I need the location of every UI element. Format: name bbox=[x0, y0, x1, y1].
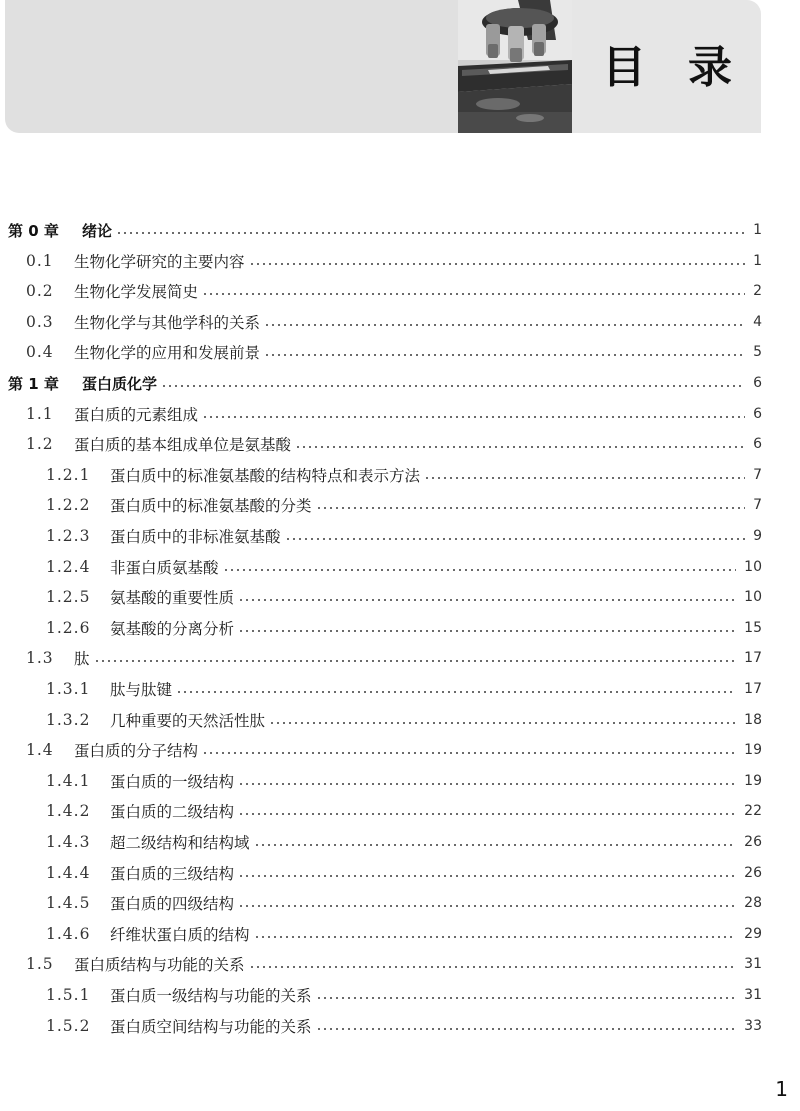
toc-entry-number: 0.1 bbox=[26, 252, 54, 270]
toc-entry-title: 非蛋白质氨基酸 bbox=[110, 559, 219, 577]
page-number: 1 bbox=[775, 1077, 788, 1101]
toc-dot-leader bbox=[424, 477, 745, 479]
toc-entry-title: 纤维状蛋白质的结构 bbox=[110, 926, 250, 944]
toc-entry-title: 蛋白质的四级结构 bbox=[110, 895, 235, 913]
toc-entry-page: 19 bbox=[744, 773, 762, 789]
toc-entry-page: 10 bbox=[744, 559, 762, 575]
page-title: 目录 bbox=[602, 42, 774, 93]
toc-entry-number: 1.4.5 bbox=[46, 894, 91, 912]
toc-section-entry bbox=[46, 919, 762, 949]
toc-entry-number: 1.5.2 bbox=[46, 1017, 91, 1035]
toc-dot-leader bbox=[264, 354, 745, 356]
toc-section-entry bbox=[46, 766, 762, 796]
toc-section-entry bbox=[46, 521, 762, 551]
toc-dot-leader bbox=[202, 293, 745, 295]
microscope-photo bbox=[458, 0, 572, 133]
toc-entry-title: 蛋白质中的非标准氨基酸 bbox=[110, 528, 281, 546]
toc-section-entry bbox=[46, 858, 762, 888]
toc-entry-title: 蛋白质的三级结构 bbox=[110, 865, 235, 883]
toc-entry-title: 生物化学发展简史 bbox=[74, 283, 199, 301]
toc-entry-title: 蛋白质中的标准氨基酸的结构特点和表示方法 bbox=[110, 467, 421, 485]
toc-entry-number: 0.3 bbox=[26, 313, 54, 331]
toc-dot-leader bbox=[316, 1028, 737, 1030]
toc-entry-title: 蛋白质的基本组成单位是氨基酸 bbox=[74, 436, 292, 454]
toc-section-entry bbox=[46, 705, 762, 735]
chapter-header-banner bbox=[5, 0, 774, 133]
toc-entry-number: 1.2.1 bbox=[46, 466, 91, 484]
toc-entry-page: 22 bbox=[744, 803, 762, 819]
toc-dot-leader bbox=[249, 966, 737, 968]
toc-entry-number: 1.2.5 bbox=[46, 588, 91, 606]
toc-entry-page: 1 bbox=[753, 222, 762, 238]
toc-entry-page: 15 bbox=[744, 620, 762, 636]
toc-entry-number: 1.4.1 bbox=[46, 772, 91, 790]
toc-entry-page: 6 bbox=[753, 406, 762, 422]
banner-right-panel bbox=[572, 0, 774, 133]
toc-entry-number: 0.4 bbox=[26, 343, 54, 361]
toc-entry-page: 10 bbox=[744, 589, 762, 605]
toc-entry-number: 1.4.2 bbox=[46, 802, 91, 820]
toc-entry-title: 蛋白质化学 bbox=[82, 374, 158, 393]
toc-chapter-entry bbox=[8, 368, 762, 398]
toc-entry-page: 6 bbox=[753, 436, 762, 452]
toc-dot-leader bbox=[238, 875, 736, 877]
toc-entry-number: 1.3.1 bbox=[46, 680, 91, 698]
toc-entry-page: 29 bbox=[744, 926, 762, 942]
toc-section-entry bbox=[46, 888, 762, 918]
toc-section-entry bbox=[46, 980, 762, 1010]
toc-entry-page: 5 bbox=[753, 344, 762, 360]
toc-entry-number: 1.2.3 bbox=[46, 527, 91, 545]
toc-entry-number: 1.5.1 bbox=[46, 986, 91, 1004]
toc-entry-title: 肽与肽键 bbox=[110, 681, 173, 699]
toc-dot-leader bbox=[94, 660, 737, 662]
toc-dot-leader bbox=[238, 783, 736, 785]
toc-entry-number: 1.2.4 bbox=[46, 558, 91, 576]
toc-entry-page: 18 bbox=[744, 712, 762, 728]
toc-entry-number: 1.4.6 bbox=[46, 925, 91, 943]
toc-entry-number: 1.4 bbox=[26, 741, 54, 759]
toc-section-entry bbox=[46, 460, 762, 490]
toc-dot-leader bbox=[238, 813, 736, 815]
toc-dot-leader bbox=[254, 936, 737, 938]
toc-section-entry bbox=[26, 307, 762, 337]
toc-entry-title: 蛋白质中的标准氨基酸的分类 bbox=[110, 497, 312, 515]
toc-entry-number: 1.2.6 bbox=[46, 619, 91, 637]
toc-dot-leader bbox=[202, 752, 736, 754]
toc-section-entry bbox=[46, 552, 762, 582]
toc-entry-title: 绪论 bbox=[82, 221, 113, 240]
toc-entry-page: 17 bbox=[744, 681, 762, 697]
toc-entry-title: 肽 bbox=[74, 650, 90, 668]
toc-entry-number: 1.2.2 bbox=[46, 496, 91, 514]
toc-entry-page: 6 bbox=[753, 375, 762, 391]
toc-section-entry bbox=[26, 949, 762, 979]
toc-entry-page: 19 bbox=[744, 742, 762, 758]
toc-entry-number: 1.5 bbox=[26, 955, 54, 973]
toc-section-entry bbox=[46, 490, 762, 520]
toc-dot-leader bbox=[238, 905, 736, 907]
toc-entry-number: 1.3.2 bbox=[46, 711, 91, 729]
toc-section-entry bbox=[26, 337, 762, 367]
banner-left-panel bbox=[5, 0, 458, 133]
microscope-icon bbox=[458, 0, 572, 133]
toc-entry-title: 蛋白质结构与功能的关系 bbox=[74, 956, 245, 974]
toc-entry-page: 2 bbox=[753, 283, 762, 299]
toc-entry-number: 0.2 bbox=[26, 282, 54, 300]
toc-dot-leader bbox=[176, 691, 736, 693]
toc-entry-page: 17 bbox=[744, 650, 762, 666]
toc-section-entry bbox=[46, 613, 762, 643]
toc-section-entry bbox=[26, 429, 762, 459]
toc-dot-leader bbox=[202, 416, 745, 418]
toc-dot-leader bbox=[264, 324, 745, 326]
toc-entry-title: 蛋白质的元素组成 bbox=[74, 406, 199, 424]
toc-entry-page: 33 bbox=[744, 1018, 762, 1034]
toc-entry-number: 1.2 bbox=[26, 435, 54, 453]
toc-section-entry bbox=[26, 399, 762, 429]
toc-entry-page: 31 bbox=[744, 956, 762, 972]
toc-entry-title: 生物化学的应用和发展前景 bbox=[74, 344, 261, 362]
toc-entry-title: 超二级结构和结构域 bbox=[110, 834, 250, 852]
toc-section-entry bbox=[26, 735, 762, 765]
toc-dot-leader bbox=[249, 263, 746, 265]
toc-entry-title: 生物化学研究的主要内容 bbox=[74, 253, 245, 271]
toc-entry-page: 7 bbox=[753, 497, 762, 513]
toc-entry-number: 1.3 bbox=[26, 649, 54, 667]
toc-entry-number: 第 0 章 bbox=[8, 221, 59, 240]
toc-entry-title: 蛋白质的分子结构 bbox=[74, 742, 199, 760]
toc-section-entry bbox=[46, 674, 762, 704]
toc-dot-leader bbox=[295, 446, 745, 448]
toc-dot-leader bbox=[116, 232, 745, 234]
toc-section-entry bbox=[46, 796, 762, 826]
toc-entry-number: 第 1 章 bbox=[8, 374, 59, 393]
toc-section-entry bbox=[46, 1011, 762, 1041]
toc-entry-page: 26 bbox=[744, 834, 762, 850]
toc-dot-leader bbox=[316, 507, 746, 509]
toc-entry-title: 生物化学与其他学科的关系 bbox=[74, 314, 261, 332]
toc-dot-leader bbox=[316, 997, 737, 999]
toc-section-entry bbox=[26, 246, 762, 276]
toc-dot-leader bbox=[238, 630, 736, 632]
toc-dot-leader bbox=[238, 599, 736, 601]
toc-entry-number: 1.1 bbox=[26, 405, 54, 423]
toc-entry-page: 28 bbox=[744, 895, 762, 911]
toc-section-entry bbox=[26, 276, 762, 306]
toc-section-entry bbox=[46, 827, 762, 857]
toc-entry-title: 氨基酸的重要性质 bbox=[110, 589, 235, 607]
toc-entry-number: 1.4.3 bbox=[46, 833, 91, 851]
toc-entry-page: 4 bbox=[753, 314, 762, 330]
toc-entry-page: 26 bbox=[744, 865, 762, 881]
toc-entry-number: 1.4.4 bbox=[46, 864, 91, 882]
toc-dot-leader bbox=[161, 385, 745, 387]
toc-dot-leader bbox=[285, 538, 746, 540]
toc-entry-page: 9 bbox=[753, 528, 762, 544]
toc-entry-page: 1 bbox=[753, 253, 762, 269]
toc-entry-title: 氨基酸的分离分析 bbox=[110, 620, 235, 638]
toc-entry-page: 7 bbox=[753, 467, 762, 483]
toc-chapter-entry bbox=[8, 215, 762, 245]
toc-entry-page: 31 bbox=[744, 987, 762, 1003]
toc-section-entry bbox=[46, 582, 762, 612]
toc-section-entry bbox=[26, 643, 762, 673]
toc-entry-title: 蛋白质的一级结构 bbox=[110, 773, 235, 791]
toc-dot-leader bbox=[254, 844, 737, 846]
toc-entry-title: 蛋白质一级结构与功能的关系 bbox=[110, 987, 312, 1005]
toc-dot-leader bbox=[223, 569, 737, 571]
toc-entry-title: 蛋白质的二级结构 bbox=[110, 803, 235, 821]
toc-entry-title: 几种重要的天然活性肽 bbox=[110, 712, 266, 730]
toc-entry-title: 蛋白质空间结构与功能的关系 bbox=[110, 1018, 312, 1036]
toc-dot-leader bbox=[269, 722, 736, 724]
